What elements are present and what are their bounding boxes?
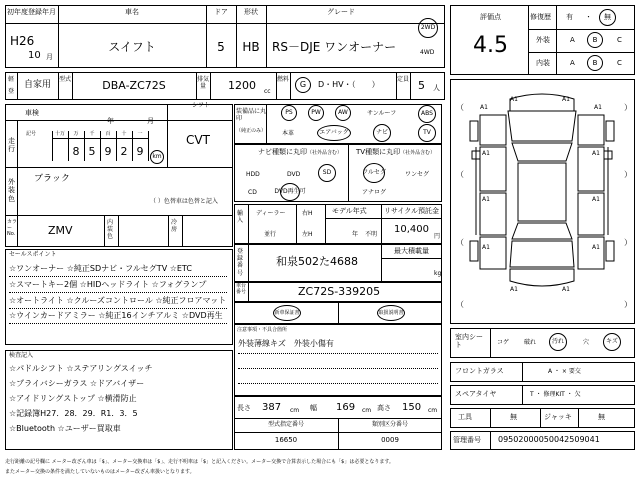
- drive-2wd: 2WD: [418, 18, 438, 38]
- equip-ps: PS: [281, 105, 297, 121]
- kg-unit: kg: [434, 270, 442, 277]
- mileage-digit: 2: [120, 145, 128, 158]
- digit-label-10k: 万: [73, 131, 79, 137]
- max-load-label: 最大積載量: [394, 247, 429, 255]
- wheel-lf: [470, 121, 478, 141]
- wheel-rf: [606, 121, 614, 141]
- import-dealer: ディーラー: [256, 210, 286, 217]
- damage-mark: A1: [592, 150, 600, 157]
- notice-label: 注意事項・不具合箇所: [237, 327, 288, 333]
- color-code-value: ZMV: [48, 224, 73, 237]
- fuel-options: D・HV・（ ）: [318, 80, 380, 89]
- reg-month: 10: [28, 50, 41, 61]
- color-code-label: カラー No.: [7, 219, 18, 237]
- navi-sd: SD: [318, 164, 336, 182]
- mileage-digit: 9: [136, 145, 144, 158]
- notice-text: 外装薄線キズ 外装小傷有: [238, 339, 334, 348]
- diagram-bracket: ）: [624, 103, 632, 112]
- repair-separator: ・: [585, 13, 592, 21]
- equipment-label: 装備品に丸印: [236, 108, 267, 123]
- diagram-bracket: （: [456, 170, 464, 179]
- seat-yabure: 破れ: [524, 339, 537, 346]
- back-door-outline: [510, 241, 574, 267]
- mileage-digit: 8: [72, 145, 80, 158]
- front-glass-label: フロントガラス: [455, 367, 504, 375]
- fuel-label: 燃料: [276, 76, 289, 83]
- class-number-value: 0009: [381, 436, 399, 444]
- door-count: 5: [217, 40, 225, 54]
- diagram-bracket: （: [456, 238, 464, 247]
- door-label: ドア: [214, 8, 228, 16]
- rear-glass-outline: [512, 223, 572, 239]
- hood-outline: [508, 111, 576, 141]
- mileage-unit-km: km: [150, 150, 164, 164]
- chassis-number: ZC72S-339205: [298, 285, 381, 298]
- navi-cd: CD: [248, 189, 257, 196]
- right-rear-door: [578, 193, 604, 235]
- body-shape: HB: [242, 40, 260, 54]
- damage-mark: A1: [594, 104, 602, 111]
- capacity-value: 5: [418, 79, 425, 92]
- grade-label: グレード: [327, 8, 355, 16]
- inspection-month-unit: 月: [147, 117, 154, 125]
- seat-koge: コゲ: [497, 339, 510, 346]
- management-label: 管理番号: [453, 436, 481, 444]
- registration-number: 和泉502た4688: [276, 255, 358, 268]
- digit-label-100: 百: [105, 131, 111, 137]
- diagram-bracket: ）: [624, 238, 632, 247]
- jack-value: 無: [598, 413, 605, 421]
- digit-label-10: 十: [121, 131, 127, 137]
- overall-score: 4.5: [473, 33, 508, 58]
- jack-label: ジャッキ: [544, 413, 572, 421]
- usage-category: 自家用: [23, 80, 51, 90]
- damage-mark: A1: [592, 244, 600, 251]
- shift-value: CVT: [186, 133, 210, 147]
- exterior-color-note: （ ）色替車は色替と記入: [150, 198, 218, 205]
- equip-leather: 本革: [282, 130, 295, 137]
- repair-no: 無: [599, 9, 616, 26]
- inspector-line: ☆記録簿H27．28．29．R1．3．5: [9, 409, 138, 418]
- left-front-fender: [480, 115, 506, 145]
- width-label: 幅: [310, 404, 317, 412]
- footer-note-2: またメーター交換の条件を満たしていないものはメーター改ざん車扱いとなります。: [5, 469, 195, 475]
- footer-note-1: 走行距離の記号欄に メーター改ざん車は「$」、メーター交換車は「$」、走行不明車は「$」と記入ください。メーター交換で合算表示した場合にも「$」は必要となります。: [5, 459, 394, 465]
- new-car-warranty-book: 新車保証書: [273, 305, 301, 321]
- equip-sunroof: サンルーフ: [367, 110, 397, 117]
- tv-types-label: TV種類に丸印（社外品含む）: [356, 148, 436, 156]
- score-label: 評価点: [480, 13, 501, 21]
- damage-mark: A1: [480, 104, 488, 111]
- tools-value: 無: [510, 413, 517, 421]
- fuel-gasoline: G: [295, 77, 311, 93]
- wheel-rr: [606, 241, 614, 261]
- type-number-label: 型式指定番号: [267, 421, 304, 428]
- height-label: 高さ: [377, 404, 391, 412]
- front-glass-value: A ・ × 要交: [548, 368, 581, 375]
- capacity-label: 定員: [396, 76, 409, 83]
- equip-aw: AW: [335, 105, 351, 121]
- registered-label: 登: [8, 88, 15, 95]
- sales-points-label: セールスポイント: [9, 251, 57, 258]
- kei-label: 軽: [8, 76, 15, 83]
- import-parallel: 並行: [264, 231, 277, 238]
- displacement-label: 排気量: [196, 76, 209, 91]
- seat-kizu: キズ: [603, 333, 621, 351]
- tools-label: 工具: [458, 413, 472, 421]
- wheel-lr: [470, 241, 478, 261]
- right-front-fender: [578, 115, 604, 145]
- damage-mark: A1: [592, 196, 600, 203]
- seat-ana: 穴: [583, 339, 590, 346]
- recycle-deposit-value: 10,400: [394, 224, 429, 235]
- length-value: 387: [262, 402, 282, 413]
- reg-date-label: 初年度登録年月: [7, 8, 56, 16]
- damage-mark: A1: [510, 286, 518, 293]
- damage-mark: A1: [562, 286, 570, 293]
- length-label: 長さ: [237, 404, 251, 412]
- height-value: 150: [402, 402, 422, 413]
- right-front-door: [578, 147, 604, 191]
- navi-hdd: HDD: [246, 171, 260, 178]
- left-rear-fender: [480, 237, 506, 269]
- class-number-label: 類別区分番号: [371, 421, 408, 428]
- mileage-symbol-label: 記号: [26, 131, 37, 137]
- ext-grade-b: B: [587, 32, 603, 48]
- equip-tv: TV: [418, 124, 436, 142]
- import-label: 輸入: [237, 210, 244, 225]
- shape-label: 形状: [244, 8, 258, 16]
- type-number-value: 16650: [274, 436, 298, 444]
- import-right-hand: 右H: [302, 210, 313, 217]
- width-value: 169: [336, 402, 356, 413]
- inspector-line: ☆Bluetooth ☆ユーザー買取車: [9, 424, 121, 433]
- windshield-outline: [512, 143, 572, 161]
- car-name-label: 車名: [125, 8, 139, 16]
- ext-grade-c: C: [617, 36, 622, 44]
- equip-pw: PW: [308, 105, 324, 121]
- diagram-bracket: （: [456, 103, 464, 112]
- navi-dvd-play: DVD再生可: [280, 183, 300, 201]
- navi-types-label: ナビ種類に丸印（社外品含む）: [258, 148, 343, 156]
- height-unit: cm: [428, 407, 438, 414]
- digit-label-1k: 千: [89, 131, 95, 137]
- damage-mark: A1: [482, 150, 490, 157]
- right-rear-fender: [578, 237, 604, 269]
- capacity-unit: 人: [433, 84, 440, 92]
- car-diagram: [450, 79, 635, 324]
- yen-unit: 円: [434, 233, 441, 240]
- sales-point-line: ☆スマートキー2個 ☆HIDヘッドライト ☆フォグランプ: [9, 280, 207, 289]
- inspector-line: ☆パドルシフト ☆ステアリングスイッチ: [9, 364, 153, 373]
- exterior-color-label: 外装色: [8, 178, 15, 203]
- int-grade-b: B: [587, 55, 603, 71]
- equip-abs: ABS: [418, 105, 436, 123]
- equip-airbag: エアバック: [317, 125, 351, 141]
- exterior-color-value: ブラック: [34, 174, 70, 184]
- tools-box: [450, 408, 635, 428]
- sales-point-line: ☆オートライト ☆クルーズコントロール ☆純正フロアマット: [9, 296, 227, 305]
- grade-value: RS－DJE ワンオーナー: [272, 40, 397, 54]
- import-left-hand: 左H: [302, 231, 313, 238]
- car-name: スイフト: [108, 40, 156, 54]
- roof-outline: [518, 163, 566, 221]
- recycle-deposit-label: リサイクル預託金: [384, 207, 440, 215]
- inspection-label: 車検: [25, 109, 39, 117]
- digit-label-1: 一: [137, 131, 143, 137]
- diagram-bracket: ）: [624, 170, 632, 179]
- mileage-digit: 5: [88, 145, 96, 158]
- damage-mark: A1: [510, 96, 518, 103]
- interior-seat-label: 室内シート: [455, 333, 483, 350]
- chassis-label: 車台番号: [236, 283, 247, 295]
- ext-grade-a: A: [570, 36, 575, 44]
- inspector-line: ☆アイドリングストップ ☆横滑防止: [9, 394, 137, 403]
- notice-box: [234, 324, 442, 396]
- inspector-label: 検査記入: [9, 352, 34, 359]
- spare-tire-value: T ・ 修理KIT ・ 欠: [530, 391, 581, 398]
- exterior-grade-label: 外装: [536, 36, 550, 44]
- diagram-bracket: （: [456, 300, 464, 309]
- drive-4wd: 4WD: [420, 49, 435, 56]
- mileage-digit: 9: [104, 145, 112, 158]
- tv-analog: アナログ: [362, 189, 387, 196]
- model-code: DBA-ZC72S: [102, 79, 166, 92]
- model-label: 型式: [58, 76, 71, 83]
- rear-bumper-outline: [510, 269, 574, 286]
- seat-yogore: 汚れ: [549, 333, 567, 351]
- interior-grade-label: 内装: [536, 59, 550, 67]
- equipment-sublabel: （純正のみ）: [236, 128, 267, 134]
- damage-mark: A1: [482, 196, 490, 203]
- tv-oneseg: ワンセグ: [405, 171, 430, 178]
- navi-dvd: DVD: [287, 171, 301, 178]
- displacement-value: 1200: [228, 79, 256, 92]
- length-unit: cm: [290, 407, 300, 414]
- interior-color-label: 内装色: [107, 219, 114, 241]
- reg-year: H26: [10, 34, 35, 48]
- tv-fullseg: フルセグ: [363, 163, 385, 183]
- repair-history-label: 修復歴: [530, 13, 551, 21]
- inspection-year-unit: 年: [107, 117, 114, 125]
- sales-point-line: ☆ウインカードアミラー ☆純正16インチアルミ ☆DVD再生: [9, 311, 223, 320]
- width-unit: cm: [362, 407, 372, 414]
- int-grade-a: A: [570, 59, 575, 67]
- digit-label-100k: 十万: [54, 131, 65, 137]
- owners-manual: 取扱説明書: [377, 305, 405, 321]
- registration-label: 登録番号: [237, 248, 244, 277]
- damage-mark: A1: [482, 244, 490, 251]
- int-grade-c: C: [617, 59, 622, 67]
- sales-point-line: ☆ワンオーナー ☆純正SDナビ・フルセグTV ☆ETC: [9, 264, 192, 273]
- damage-mark: A1: [562, 96, 570, 103]
- reg-month-unit: 月: [46, 53, 53, 61]
- shift-label: シフト: [192, 102, 211, 109]
- model-year-label: モデル年式: [332, 207, 367, 215]
- mileage-label: 走行: [8, 137, 15, 154]
- diagram-bracket: ）: [624, 300, 632, 309]
- model-year-unit: 年: [352, 231, 359, 238]
- ac-label: 冷房: [171, 219, 178, 234]
- spare-tire-label: スペアタイヤ: [455, 390, 497, 398]
- cc-unit: cc: [264, 88, 271, 95]
- equip-navi: ナビ: [373, 124, 391, 142]
- management-number: 09502000050042509041: [498, 435, 600, 444]
- repair-yes: 有: [566, 13, 573, 21]
- inspector-line: ☆プライバシーガラス ☆ドアバイザー: [9, 379, 145, 388]
- model-year-value: 不明: [365, 231, 378, 238]
